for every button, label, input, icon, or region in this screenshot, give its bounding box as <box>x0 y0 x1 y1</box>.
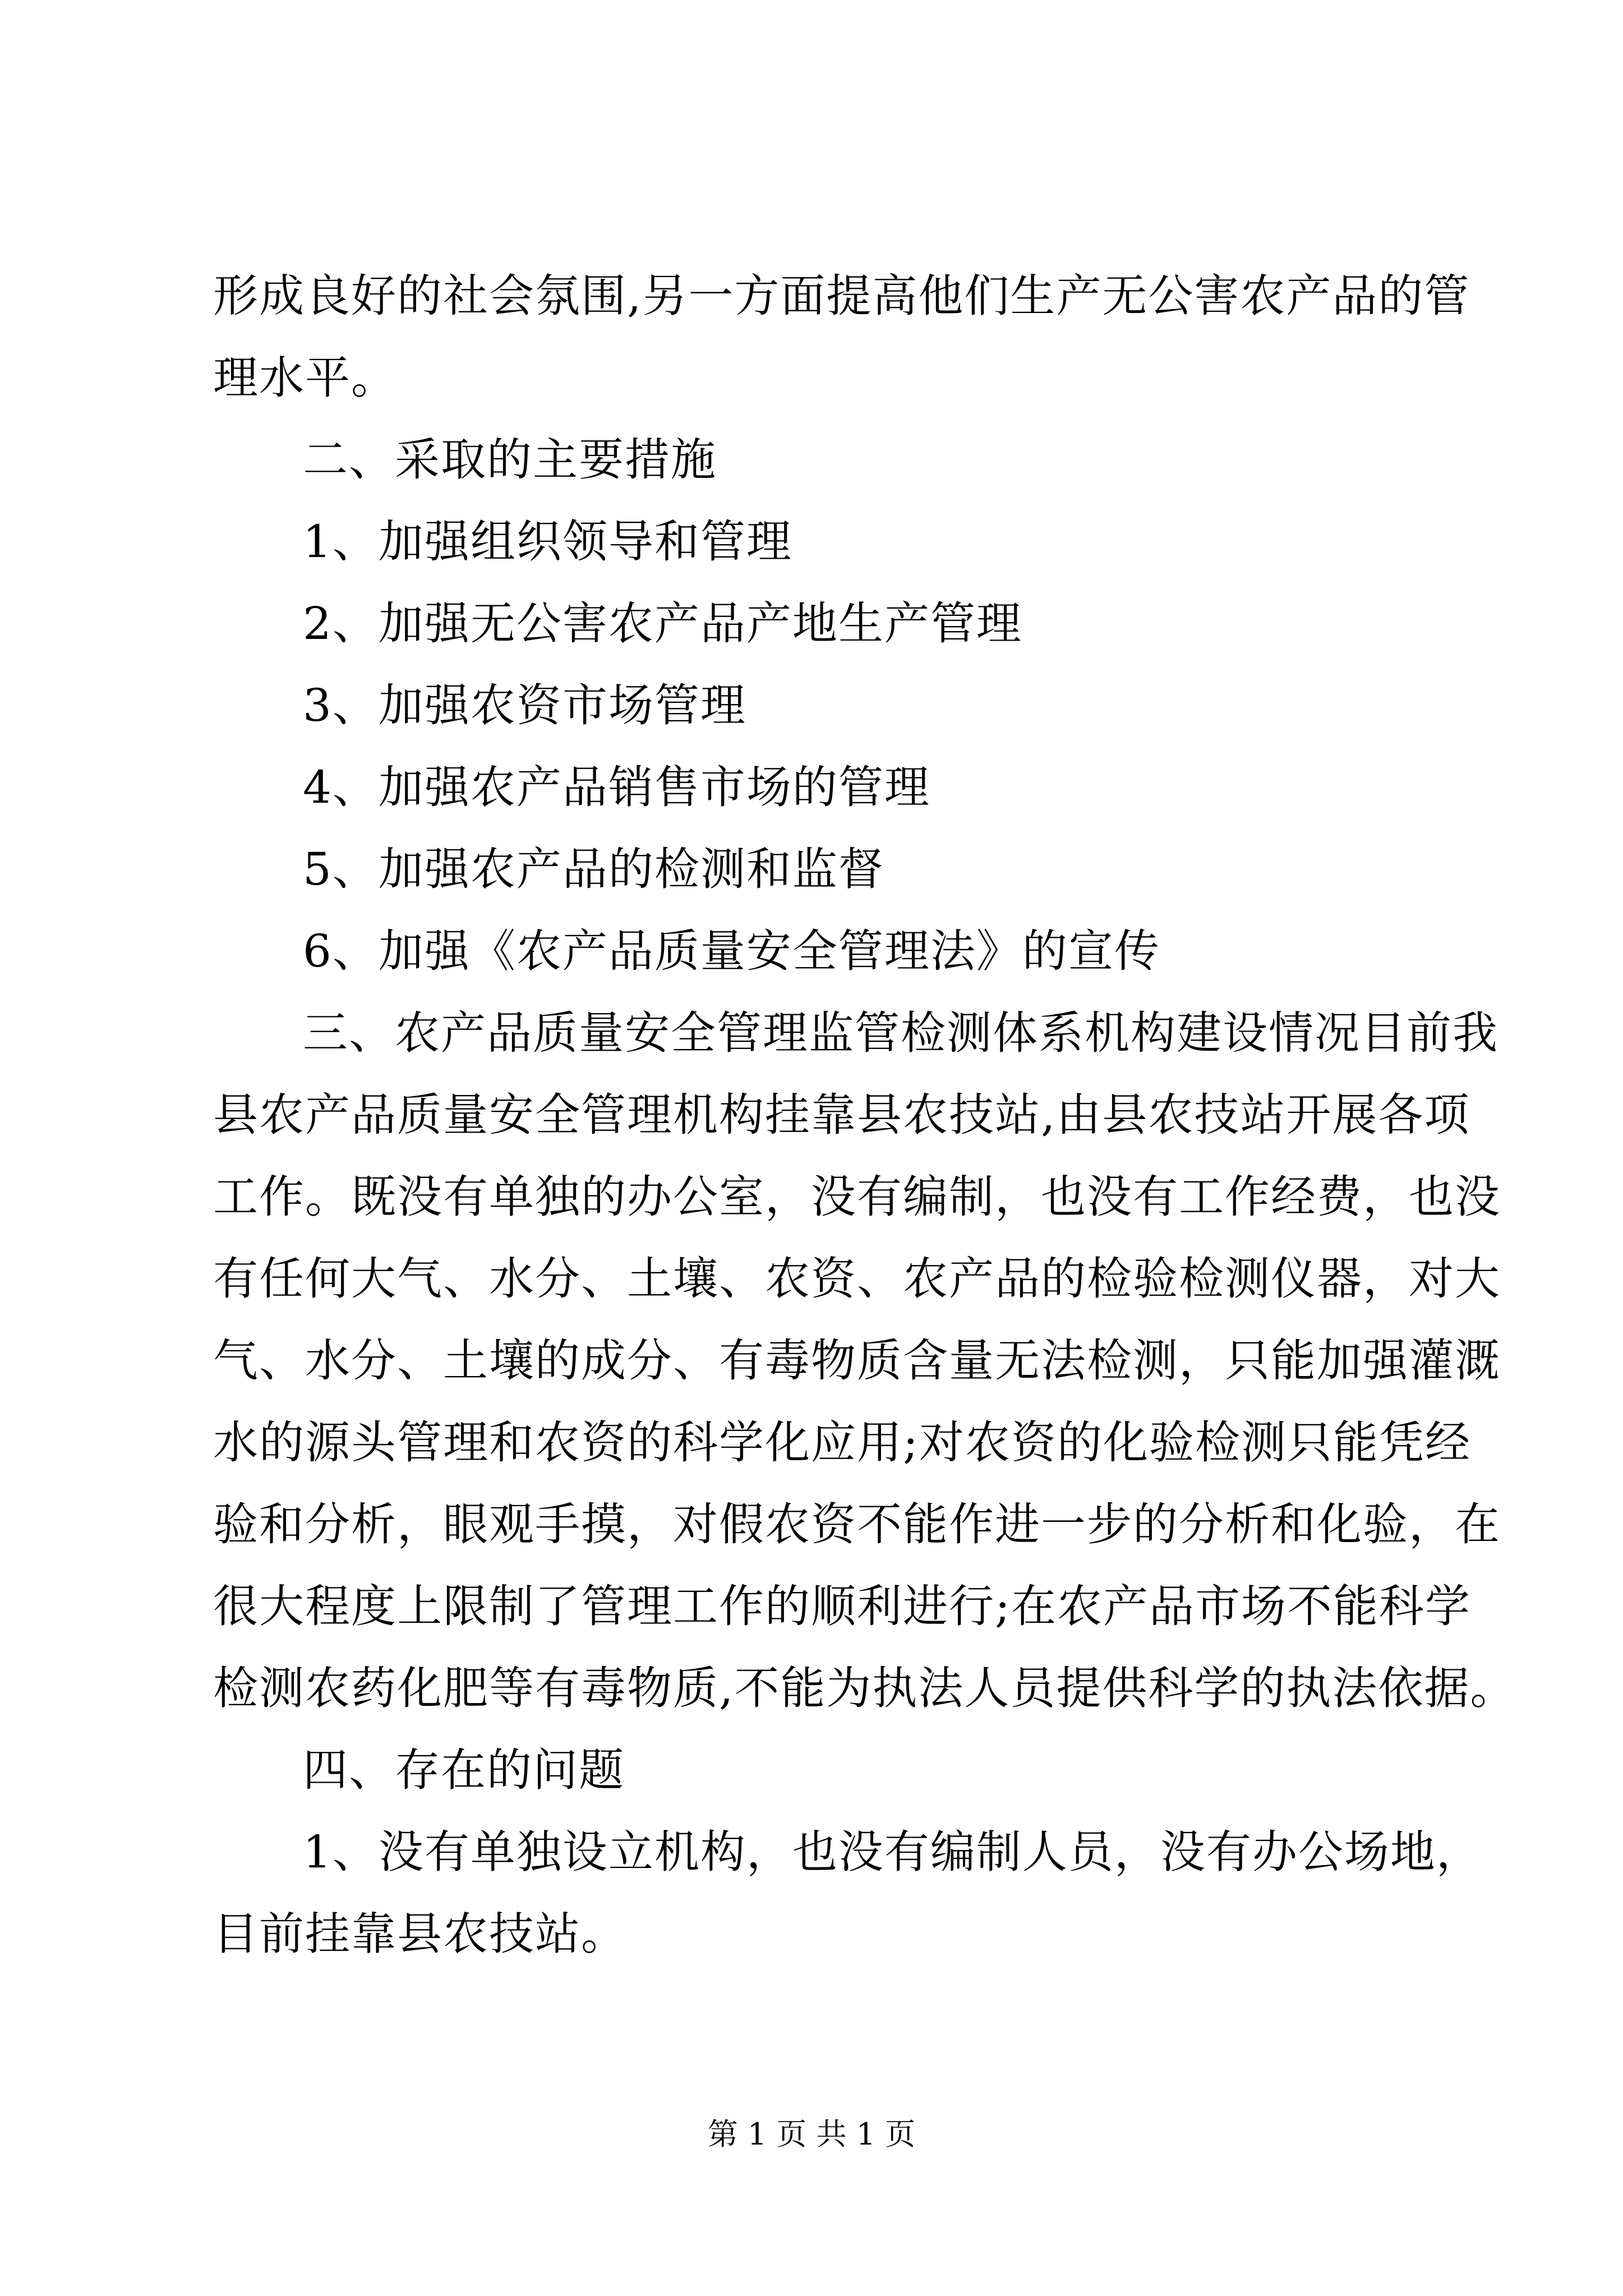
list-item: 2、加强无公害农产品产地生产管理 <box>303 597 1022 650</box>
paragraph-line: 理水平。 <box>213 352 397 404</box>
page-footer: 第 1 页 共 1 页 <box>707 2116 916 2152</box>
paragraph-line: 目前挂靠县农技站。 <box>213 1908 627 1960</box>
paragraph-line: 水的源头管理和农资的科学化应用;对农资的化验检测只能凭经 <box>213 1416 1471 1469</box>
paragraph-line: 检测农药化肥等有毒物质,不能为执法人员提供科学的执法依据。 <box>213 1662 1516 1714</box>
paragraph-line: 很大程度上限制了管理工作的顺利进行;在农产品市场不能科学 <box>213 1580 1471 1632</box>
paragraph-line: 形成良好的社会氛围,另一方面提高他们生产无公害农产品的管 <box>213 270 1470 322</box>
list-item: 4、加强农产品销售市场的管理 <box>303 761 930 813</box>
list-item: 1、没有单独设立机构，也没有编制人员，没有办公场地， <box>303 1826 1482 1878</box>
section-heading: 四、存在的问题 <box>303 1744 625 1796</box>
paragraph-line: 工作。既没有单独的办公室，没有编制，也没有工作经费，也没 <box>213 1171 1501 1223</box>
paragraph-line: 验和分析，眼观手摸，对假农资不能作进一步的分析和化验，在 <box>213 1498 1501 1550</box>
list-item: 3、加强农资市场管理 <box>303 679 746 731</box>
paragraph-line: 有任何大气、水分、土壤、农资、农产品的检验检测仪器，对大 <box>213 1253 1501 1305</box>
paragraph-line: 县农产品质量安全管理机构挂靠县农技站,由县农技站开展各项 <box>213 1089 1470 1141</box>
list-item: 6、加强《农产品质量安全管理法》的宣传 <box>303 925 1160 977</box>
paragraph-line: 气、水分、土壤的成分、有毒物质含量无法检测，只能加强灌溉 <box>213 1335 1501 1387</box>
list-item: 1、加强组织领导和管理 <box>303 516 792 568</box>
list-item: 5、加强农产品的检测和监督 <box>303 843 884 895</box>
document-body <box>213 255 1516 1975</box>
section-heading: 二、采取的主要措施 <box>303 434 717 486</box>
section-heading: 三、农产品质量安全管理监管检测体系机构建设情况目前我 <box>303 1007 1498 1059</box>
